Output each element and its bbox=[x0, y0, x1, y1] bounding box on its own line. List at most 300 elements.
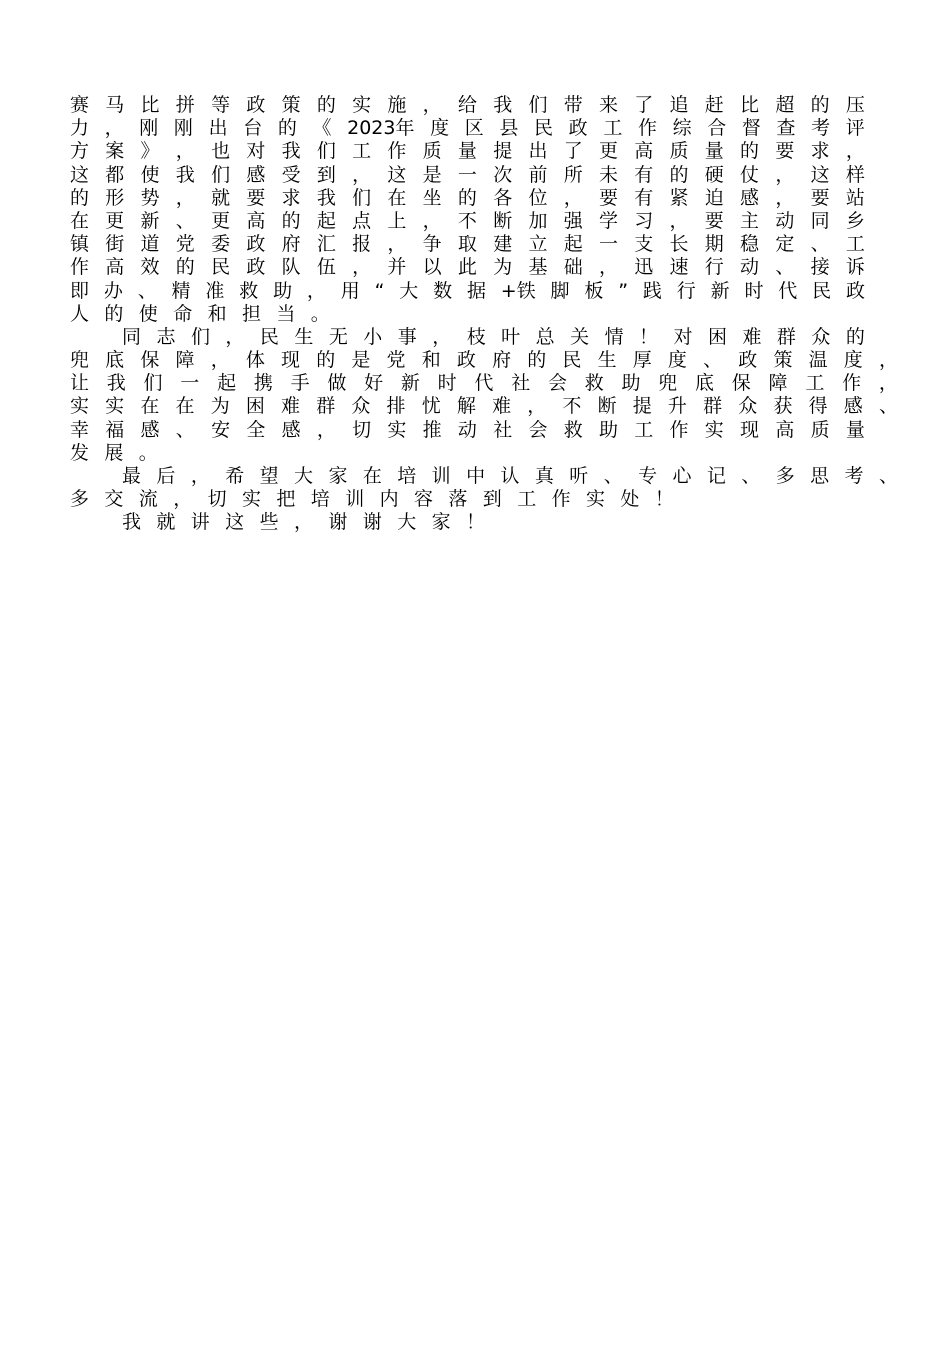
glyph: ， bbox=[878, 349, 898, 372]
glyph: 即 bbox=[70, 279, 90, 302]
glyph: 主 bbox=[740, 209, 760, 232]
text-line bbox=[70, 280, 865, 303]
glyph: 街 bbox=[105, 233, 125, 256]
glyph: 乡 bbox=[845, 209, 865, 232]
glyph: 们 bbox=[190, 325, 210, 348]
glyph: 、 bbox=[741, 465, 761, 487]
glyph: 、 bbox=[810, 233, 830, 256]
glyph: 质 bbox=[422, 140, 442, 163]
glyph: 强 bbox=[563, 209, 583, 232]
glyph: 一 bbox=[180, 372, 200, 395]
glyph: 提 bbox=[493, 140, 513, 163]
glyph: 希 bbox=[225, 465, 245, 487]
glyph: 代 bbox=[778, 279, 798, 302]
glyph: 断 bbox=[493, 209, 513, 232]
glyph: 求 bbox=[810, 140, 830, 163]
glyph: 实 bbox=[387, 418, 407, 441]
glyph: 硬 bbox=[704, 163, 724, 186]
glyph: 底 bbox=[695, 372, 715, 395]
glyph: 的 bbox=[281, 209, 301, 232]
glyph: 众 bbox=[811, 325, 831, 348]
glyph: 伍 bbox=[316, 256, 336, 279]
glyph: 困 bbox=[707, 325, 727, 348]
glyph: 幸 bbox=[70, 418, 90, 441]
glyph: 并 bbox=[387, 256, 407, 279]
glyph: 党 bbox=[175, 233, 195, 256]
glyph: 次 bbox=[493, 163, 513, 186]
glyph: 、 bbox=[703, 349, 723, 372]
paragraph-first-line bbox=[70, 326, 865, 349]
glyph: 队 bbox=[281, 256, 301, 279]
glyph: 力 bbox=[70, 117, 90, 140]
glyph: 等 bbox=[211, 94, 231, 116]
glyph: 众 bbox=[351, 395, 371, 418]
glyph: 高 bbox=[775, 418, 795, 441]
glyph: 困 bbox=[245, 395, 265, 418]
glyph: 有 bbox=[634, 163, 654, 186]
glyph: 用 bbox=[340, 279, 360, 302]
glyph: 行 bbox=[676, 279, 696, 302]
paragraph-first-line bbox=[70, 465, 898, 488]
glyph: 迫 bbox=[704, 186, 724, 209]
glyph: 政 bbox=[246, 233, 266, 256]
glyph: ， bbox=[306, 279, 326, 302]
glyph: 情 bbox=[604, 325, 624, 348]
glyph: 超 bbox=[775, 94, 795, 116]
glyph: 、 bbox=[175, 418, 195, 441]
glyph: 民 bbox=[259, 325, 279, 348]
glyph: 思 bbox=[810, 465, 830, 487]
glyph: 安 bbox=[211, 418, 231, 441]
glyph: 高 bbox=[634, 140, 654, 163]
glyph: 新 bbox=[710, 279, 730, 302]
glyph: 起 bbox=[563, 233, 583, 256]
text-line: 人的使命和担当。 bbox=[70, 302, 346, 325]
glyph: 委 bbox=[211, 233, 231, 256]
glyph: 后 bbox=[156, 465, 176, 487]
glyph: 加 bbox=[528, 209, 548, 232]
glyph: 实 bbox=[105, 395, 125, 418]
glyph: ， bbox=[316, 418, 336, 441]
glyph: ， bbox=[878, 372, 898, 395]
glyph: 新 bbox=[400, 372, 420, 395]
glyph: 群 bbox=[776, 325, 796, 348]
glyph: 各 bbox=[493, 186, 513, 209]
glyph: 、 bbox=[775, 256, 795, 279]
glyph: 心 bbox=[672, 465, 692, 487]
glyph: 前 bbox=[528, 163, 548, 186]
glyph: 动 bbox=[775, 209, 795, 232]
glyph: 兜 bbox=[70, 349, 90, 372]
glyph: 时 bbox=[744, 279, 764, 302]
glyph: 记 bbox=[706, 465, 726, 487]
glyph: 考 bbox=[811, 117, 831, 140]
glyph: 查 bbox=[776, 117, 796, 140]
glyph: 、 bbox=[137, 279, 157, 302]
glyph: ， bbox=[210, 349, 230, 372]
glyph: 践 bbox=[642, 279, 662, 302]
glyph: 未 bbox=[598, 163, 618, 186]
glyph: 会 bbox=[547, 372, 567, 395]
glyph: 实 bbox=[70, 395, 90, 418]
glyph: 了 bbox=[634, 94, 654, 116]
glyph: 在 bbox=[140, 395, 160, 418]
glyph: 给 bbox=[457, 94, 477, 116]
glyph: ， bbox=[527, 395, 547, 418]
glyph: 是 bbox=[422, 163, 442, 186]
glyph: 听 bbox=[569, 465, 589, 487]
glyph: ， bbox=[775, 163, 795, 186]
glyph: 长 bbox=[669, 233, 689, 256]
glyph: 最 bbox=[122, 465, 142, 487]
glyph: ， bbox=[422, 209, 442, 232]
glyph: 、 bbox=[175, 209, 195, 232]
glyph: 携 bbox=[253, 372, 273, 395]
glyph: 求 bbox=[281, 186, 301, 209]
glyph: 在 bbox=[362, 465, 382, 487]
glyph: 难 bbox=[492, 395, 512, 418]
glyph: ， bbox=[845, 140, 865, 163]
glyph: 都 bbox=[105, 163, 125, 186]
glyph: 策 bbox=[773, 349, 793, 372]
glyph: 们 bbox=[143, 372, 163, 395]
glyph: 刚 bbox=[139, 117, 159, 140]
glyph: 稳 bbox=[740, 233, 760, 256]
glyph: 的 bbox=[457, 186, 477, 209]
glyph: ” bbox=[618, 279, 629, 302]
glyph: ， bbox=[669, 209, 689, 232]
glyph: 枝 bbox=[466, 325, 486, 348]
glyph: 赶 bbox=[704, 94, 724, 116]
glyph: 案 bbox=[105, 140, 125, 163]
glyph: 民 bbox=[812, 279, 832, 302]
glyph: 更 bbox=[598, 140, 618, 163]
glyph: 也 bbox=[211, 140, 231, 163]
glyph: 让 bbox=[70, 372, 90, 395]
glyph: 的 bbox=[669, 163, 689, 186]
glyph: 要 bbox=[598, 186, 618, 209]
glyph: 升 bbox=[667, 395, 687, 418]
glyph: 起 bbox=[316, 209, 336, 232]
glyph: ， bbox=[175, 186, 195, 209]
text-line: 发展。 bbox=[70, 441, 174, 464]
glyph: ， bbox=[352, 163, 372, 186]
glyph: 比 bbox=[740, 94, 760, 116]
glyph: 动 bbox=[740, 256, 760, 279]
glyph: 台 bbox=[243, 117, 263, 140]
glyph: ， bbox=[775, 186, 795, 209]
glyph: 据 bbox=[466, 279, 486, 302]
glyph: 量 bbox=[704, 140, 724, 163]
glyph: 站 bbox=[845, 186, 865, 209]
glyph: 难 bbox=[281, 395, 301, 418]
glyph: 我 bbox=[281, 140, 301, 163]
glyph: 大 bbox=[399, 279, 419, 302]
glyph: 多 bbox=[775, 465, 795, 487]
glyph: 救 bbox=[239, 279, 259, 302]
glyph: 受 bbox=[281, 163, 301, 186]
glyph: 《 bbox=[312, 117, 332, 140]
glyph: 这 bbox=[810, 163, 830, 186]
text-line bbox=[70, 187, 865, 210]
glyph: 厚 bbox=[632, 349, 652, 372]
glyph: 位 bbox=[528, 186, 548, 209]
text-line bbox=[70, 210, 865, 233]
glyph: 这 bbox=[387, 163, 407, 186]
glyph: 工 bbox=[634, 418, 654, 441]
glyph: 保 bbox=[140, 349, 160, 372]
glyph: 切 bbox=[352, 418, 372, 441]
text-line bbox=[70, 140, 865, 163]
glyph: 点 bbox=[352, 209, 372, 232]
glyph: 效 bbox=[140, 256, 160, 279]
glyph: 众 bbox=[738, 395, 758, 418]
glyph: 的 bbox=[316, 94, 336, 116]
glyph: 温 bbox=[808, 349, 828, 372]
glyph: 党 bbox=[386, 349, 406, 372]
glyph: ， bbox=[175, 140, 195, 163]
glyph: 同 bbox=[122, 325, 142, 348]
glyph: 作 bbox=[669, 418, 689, 441]
glyph: 障 bbox=[768, 372, 788, 395]
glyph: 是 bbox=[351, 349, 371, 372]
glyph: 区 bbox=[464, 117, 484, 140]
glyph: 感 bbox=[281, 418, 301, 441]
glyph: 量 bbox=[457, 140, 477, 163]
glyph: 训 bbox=[431, 465, 451, 487]
glyph: 我 bbox=[493, 94, 513, 116]
glyph: 志 bbox=[156, 325, 176, 348]
glyph: 所 bbox=[563, 163, 583, 186]
glyph: 不 bbox=[457, 209, 477, 232]
glyph: 社 bbox=[511, 372, 531, 395]
glyph: 学 bbox=[598, 209, 618, 232]
glyph: 实 bbox=[704, 418, 724, 441]
glyph: 家 bbox=[328, 465, 348, 487]
glyph: 要 bbox=[775, 140, 795, 163]
glyph: 做 bbox=[327, 372, 347, 395]
speech-text bbox=[70, 94, 900, 535]
glyph: 接 bbox=[810, 256, 830, 279]
glyph: 比 bbox=[140, 94, 160, 116]
glyph: 此 bbox=[457, 256, 477, 279]
glyph: 建 bbox=[493, 233, 513, 256]
glyph: +铁 bbox=[500, 279, 536, 302]
glyph: 2023年 bbox=[347, 117, 415, 140]
text-line bbox=[70, 233, 865, 256]
glyph: 的 bbox=[277, 117, 297, 140]
glyph: 断 bbox=[597, 395, 617, 418]
glyph: 对 bbox=[246, 140, 266, 163]
glyph: 保 bbox=[731, 372, 751, 395]
glyph: 动 bbox=[457, 418, 477, 441]
glyph: 生 bbox=[597, 349, 617, 372]
glyph: 速 bbox=[669, 256, 689, 279]
glyph: 叶 bbox=[501, 325, 521, 348]
glyph: 度 bbox=[667, 349, 687, 372]
glyph: 起 bbox=[217, 372, 237, 395]
glyph: 习 bbox=[634, 209, 654, 232]
text-line bbox=[70, 395, 898, 418]
glyph: ， bbox=[422, 94, 442, 116]
glyph: 使 bbox=[140, 163, 160, 186]
glyph: 有 bbox=[634, 186, 654, 209]
glyph: 、 bbox=[878, 395, 898, 418]
glyph: 准 bbox=[205, 279, 225, 302]
glyph: 推 bbox=[422, 418, 442, 441]
glyph: 期 bbox=[704, 233, 724, 256]
glyph: 代 bbox=[474, 372, 494, 395]
glyph: 更 bbox=[105, 209, 125, 232]
glyph: 府 bbox=[492, 349, 512, 372]
glyph: 兜 bbox=[658, 372, 678, 395]
glyph: 板 bbox=[584, 279, 604, 302]
glyph: 同 bbox=[810, 209, 830, 232]
glyph: 新 bbox=[140, 209, 160, 232]
glyph: 障 bbox=[175, 349, 195, 372]
glyph: 的 bbox=[175, 256, 195, 279]
glyph: 提 bbox=[632, 395, 652, 418]
glyph: 得 bbox=[808, 395, 828, 418]
glyph: 和 bbox=[421, 349, 441, 372]
glyph: 马 bbox=[105, 94, 125, 116]
glyph: 的 bbox=[740, 140, 760, 163]
glyph: 赛 bbox=[70, 94, 90, 116]
glyph: 感 bbox=[246, 163, 266, 186]
glyph: ， bbox=[598, 256, 618, 279]
glyph: 评 bbox=[845, 117, 865, 140]
glyph: 要 bbox=[704, 209, 724, 232]
text-line bbox=[70, 349, 898, 372]
closing-line: 我就讲这些，谢谢大家！ bbox=[122, 511, 501, 534]
glyph: 以 bbox=[422, 256, 442, 279]
glyph: ， bbox=[352, 256, 372, 279]
glyph: 定 bbox=[775, 233, 795, 256]
glyph: 体 bbox=[245, 349, 265, 372]
glyph: 中 bbox=[466, 465, 486, 487]
glyph: 专 bbox=[638, 465, 658, 487]
glyph: 对 bbox=[673, 325, 693, 348]
glyph: 高 bbox=[105, 256, 125, 279]
glyph: 民 bbox=[211, 256, 231, 279]
glyph: 、 bbox=[603, 465, 623, 487]
glyph: 社 bbox=[493, 418, 513, 441]
glyph: 手 bbox=[290, 372, 310, 395]
glyph: 事 bbox=[397, 325, 417, 348]
glyph: 时 bbox=[437, 372, 457, 395]
glyph: 立 bbox=[528, 233, 548, 256]
glyph: 基 bbox=[528, 256, 548, 279]
glyph: 行 bbox=[704, 256, 724, 279]
glyph: 追 bbox=[669, 94, 689, 116]
glyph: 认 bbox=[500, 465, 520, 487]
glyph: 工 bbox=[603, 117, 623, 140]
glyph: 督 bbox=[741, 117, 761, 140]
glyph: 的 bbox=[810, 94, 830, 116]
glyph: 脚 bbox=[550, 279, 570, 302]
glyph: 感 bbox=[140, 418, 160, 441]
glyph: 生 bbox=[294, 325, 314, 348]
glyph: 群 bbox=[703, 395, 723, 418]
glyph: 培 bbox=[397, 465, 417, 487]
text-line bbox=[70, 164, 865, 187]
glyph: 争 bbox=[422, 233, 442, 256]
glyph: 政 bbox=[456, 349, 476, 372]
glyph: 合 bbox=[707, 117, 727, 140]
glyph: 们 bbox=[352, 186, 372, 209]
text-line bbox=[70, 117, 865, 140]
glyph: 获 bbox=[773, 395, 793, 418]
glyph: 高 bbox=[246, 209, 266, 232]
glyph: 带 bbox=[563, 94, 583, 116]
glyph: 救 bbox=[563, 418, 583, 441]
glyph: 的 bbox=[527, 349, 547, 372]
glyph: 础 bbox=[563, 256, 583, 279]
glyph: 考 bbox=[844, 465, 864, 487]
glyph: 取 bbox=[457, 233, 477, 256]
glyph: 感 bbox=[740, 186, 760, 209]
text-line: 多交流，切实把培训内容落到工作实处！ bbox=[70, 488, 690, 511]
glyph: 我 bbox=[175, 163, 195, 186]
glyph: 无 bbox=[328, 325, 348, 348]
glyph: 群 bbox=[316, 395, 336, 418]
glyph: ， bbox=[104, 117, 124, 140]
glyph: 解 bbox=[456, 395, 476, 418]
glyph: 质 bbox=[669, 140, 689, 163]
glyph: 底 bbox=[105, 349, 125, 372]
glyph: 民 bbox=[562, 349, 582, 372]
glyph: 政 bbox=[246, 94, 266, 116]
glyph: 为 bbox=[493, 256, 513, 279]
glyph: 压 bbox=[845, 94, 865, 116]
glyph: 在 bbox=[175, 395, 195, 418]
glyph: 质 bbox=[810, 418, 830, 441]
glyph: 政 bbox=[845, 279, 865, 302]
glyph: 要 bbox=[810, 186, 830, 209]
glyph: 不 bbox=[562, 395, 582, 418]
glyph: 来 bbox=[598, 94, 618, 116]
glyph: 的 bbox=[70, 186, 90, 209]
glyph: 这 bbox=[70, 163, 90, 186]
glyph: 会 bbox=[528, 418, 548, 441]
glyph: 了 bbox=[563, 140, 583, 163]
glyph: 作 bbox=[70, 256, 90, 279]
glyph: 望 bbox=[259, 465, 279, 487]
glyph: 全 bbox=[246, 418, 266, 441]
glyph: 出 bbox=[208, 117, 228, 140]
glyph: 感 bbox=[843, 395, 863, 418]
glyph: 们 bbox=[211, 163, 231, 186]
glyph: 》 bbox=[140, 140, 160, 163]
glyph: 们 bbox=[528, 94, 548, 116]
glyph: 精 bbox=[171, 279, 191, 302]
glyph: 度 bbox=[430, 117, 450, 140]
glyph: 一 bbox=[457, 163, 477, 186]
glyph: 现 bbox=[281, 349, 301, 372]
glyph: 作 bbox=[387, 140, 407, 163]
glyph: 为 bbox=[210, 395, 230, 418]
glyph: 拼 bbox=[175, 94, 195, 116]
glyph: “ bbox=[374, 279, 385, 302]
glyph: 助 bbox=[273, 279, 293, 302]
glyph: 救 bbox=[584, 372, 604, 395]
glyph: 实 bbox=[352, 94, 372, 116]
glyph: 工 bbox=[805, 372, 825, 395]
glyph: ， bbox=[387, 233, 407, 256]
glyph: 势 bbox=[140, 186, 160, 209]
glyph: 出 bbox=[528, 140, 548, 163]
glyph: 综 bbox=[672, 117, 692, 140]
